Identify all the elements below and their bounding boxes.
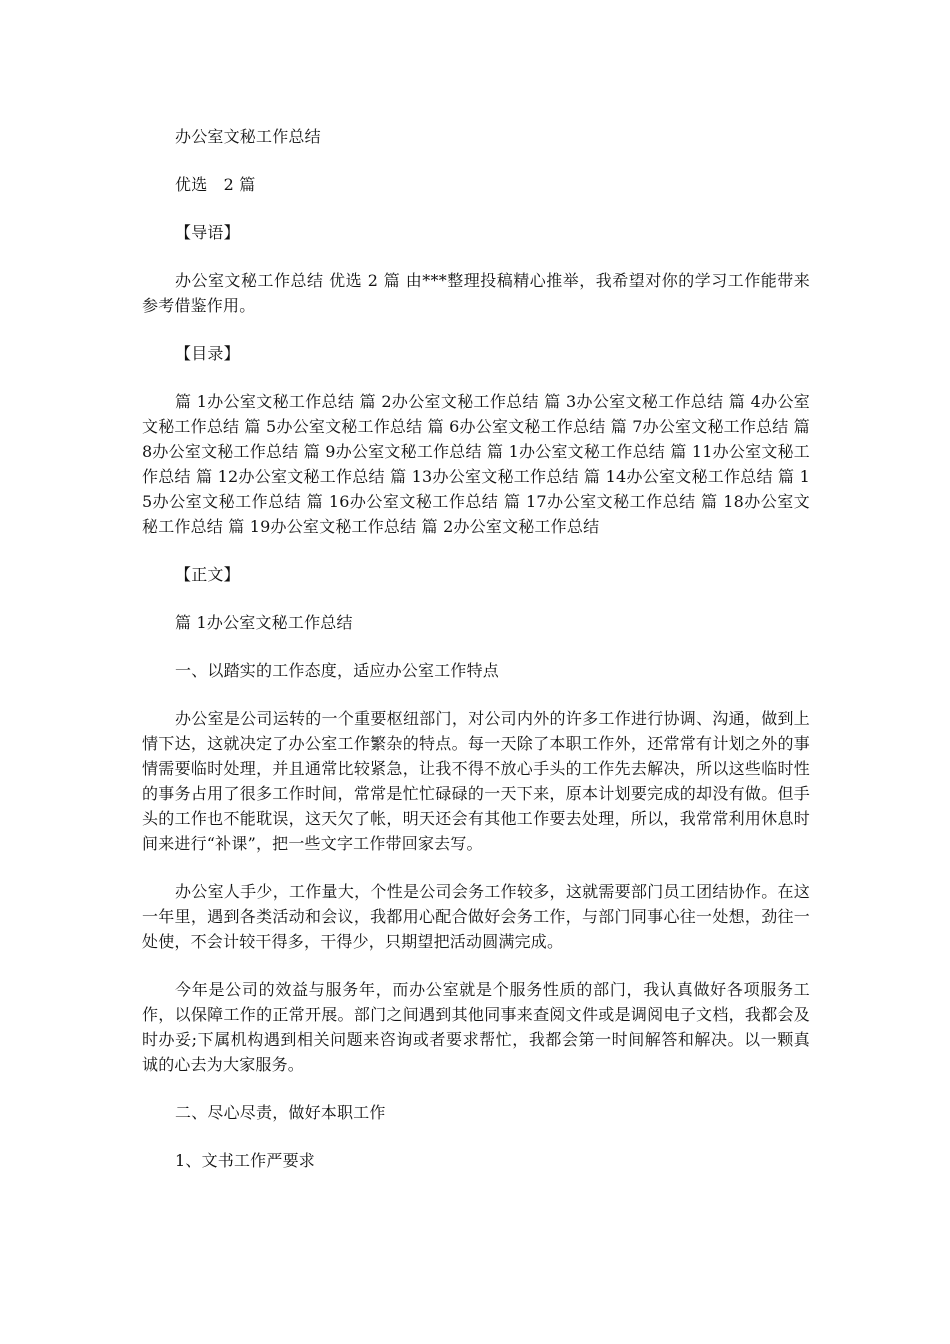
body-paragraph-2: 办公室人手少，工作量大，个性是公司会务工作较多，这就需要部门员工团结协作。在这一年里，遇到各类活动和会议，我都用心配合做好会务工作，与部门同事心往一处想，劲往一处使，不会计较干得多，干得少，只期望把活动圆满完成。: [142, 882, 810, 951]
article-title: 篇 1办公室文秘工作总结: [175, 613, 353, 632]
document-title: 办公室文秘工作总结: [175, 127, 321, 146]
document-subtitle: 优选 2 篇: [175, 175, 256, 194]
body-paragraph-3: 今年是公司的效益与服务年，而办公室就是个服务性质的部门，我认真做好各项服务工作，以保障工作的正常开展。部门之间遇到其他同事来查阅文件或是调阅电子文档，我都会及时办妥;下属机构遇到相关问题来咨询或者要求帮忙，我都会第一时间解答和解决。以一颗真诚的心去为大家服务。: [142, 980, 810, 1074]
body-paragraph-1: 办公室是公司运转的一个重要枢纽部门，对公司内外的许多工作进行协调、沟通，做到上情下达，这就决定了办公室工作繁杂的特点。每一天除了本职工作外，还常常有计划之外的事情需要临时处理，并且通常比较紧急，让我不得不放心手头的工作先去解决，所以这些临时性的事务占用了很多工作时间，常常是忙忙碌碌的一天下来，原本计划要完成的却没有做。但手头的工作也不能耽误，这天欠了帐，明天还会有其他工作要去处理，所以，我常常利用休息时间来进行“补课”，把一些文字工作带回家去写。: [142, 709, 810, 853]
intro-heading: 【导语】: [175, 223, 240, 242]
toc-paragraph: 篇 1办公室文秘工作总结 篇 2办公室文秘工作总结 篇 3办公室文秘工作总结 篇 4办公室文秘工作总结 篇 5办公室文秘工作总结 篇 6办公室文秘工作总结 篇 7办公室文秘工作总结 篇 8办公室文秘工作总结 篇 9办公室文秘工作总结 篇 1办公室文秘工作总结 篇 11办公室文秘工作总结 篇 12办公室文秘工作总结 篇 13办公室文秘工作总结 篇 14办公室文秘工作总结 篇 15办公室文秘工作总结 篇 16办公室文秘工作总结 篇 17办公室文秘工作总结 篇 18办公室文秘工作总结 篇 19办公室文秘工作总结 篇 2办公室文秘工作总结: [142, 392, 810, 536]
body-heading: 【正文】: [175, 565, 240, 584]
subsection-heading-1: 1、文书工作严要求: [175, 1151, 315, 1170]
section-heading-1: 一、以踏实的工作态度，适应办公室工作特点: [175, 661, 500, 680]
section-heading-2: 二、尽心尽责，做好本职工作: [175, 1103, 386, 1122]
document-content: [142, 124, 810, 1173]
intro-paragraph: 办公室文秘工作总结 优选 2 篇 由***整理投稿精心推举，我希望对你的学习工作能带来参考借鉴作用。: [142, 271, 810, 315]
toc-heading: 【目录】: [175, 344, 240, 363]
